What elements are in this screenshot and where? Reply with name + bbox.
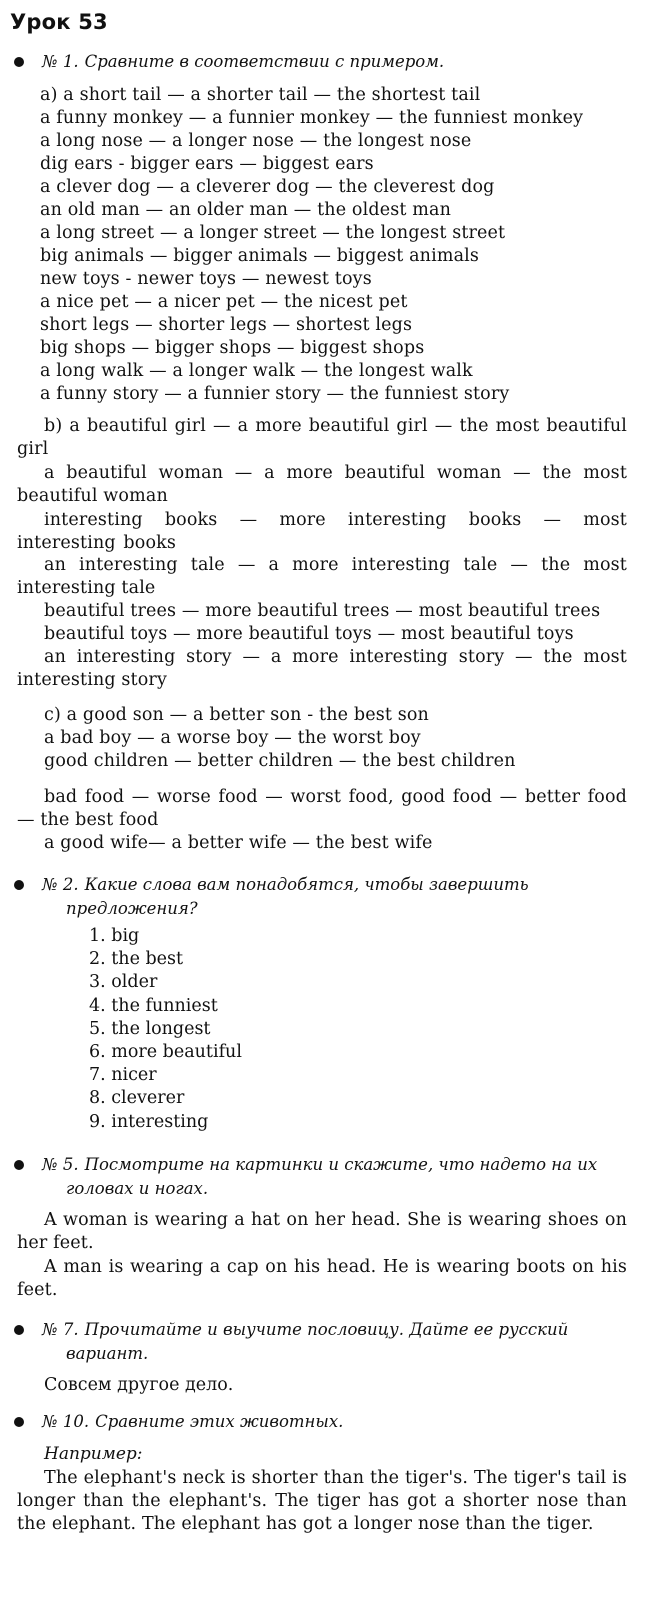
task1-a-line: a clever dog — a cleverer dog — the cleverest dog (40, 177, 495, 197)
task10-number: № 10. (42, 1412, 90, 1431)
task1-b-paragraph: a beautiful woman — a more beautiful woman — the most beautiful woman (17, 463, 627, 506)
task2-instruction: Какие слова вам понадобятся, чтобы завершить предложения? (66, 875, 529, 918)
task1-b-paragraph: b) a beautiful girl — a more beautiful girl — the most beautiful girl (17, 416, 627, 459)
list-item: 5. the longest (89, 1018, 211, 1039)
task1-a-line: a nice pet — a nicer pet — the nicest pet (40, 292, 408, 312)
task1-a-line: a) a short tail — a shorter tail — the shortest tail (40, 85, 481, 105)
example-label: Например: (44, 1444, 143, 1464)
bullet-icon (14, 880, 24, 890)
task1-c-line: c) a good son — a better son - the best son (44, 705, 429, 725)
task1-number: № 1. (42, 52, 79, 71)
task1-b-line: beautiful trees — more beautiful trees — most beautiful trees (44, 601, 601, 621)
task1-a-line: big animals — bigger animals — biggest animals (40, 246, 480, 266)
task10-instruction: Сравните этих животных. (95, 1412, 344, 1431)
task1-a-line: a funny monkey — a funnier monkey — the funniest monkey (40, 108, 584, 128)
list-item: 8. cleverer (89, 1088, 185, 1109)
task1-a-line: an old man — an older man — the oldest man (40, 200, 451, 220)
task1-heading (14, 50, 648, 74)
task5-instruction: Посмотрите на картинки и скажите, что надето на их головах и ногах. (66, 1155, 598, 1198)
task5-paragraph: A woman is wearing a hat on her head. She is wearing shoes on her feet. (17, 1210, 627, 1253)
task7-answer: Совсем другое дело. (44, 1375, 234, 1395)
bullet-icon (14, 1417, 24, 1427)
task7-number: № 7. (42, 1320, 79, 1339)
task2-number: № 2. (42, 875, 79, 894)
task7-instruction: Прочитайте и выучите пословицу. Дайте ее русский вариант. (66, 1320, 569, 1363)
task1-a-line: a long street — a longer street — the longest street (40, 223, 506, 243)
task1-c-line: good children — better children — the best children (44, 751, 516, 771)
task1-b-paragraph: interesting books — more interesting books — most interesting books (17, 510, 627, 553)
task1-a-line: new toys - newer toys — newest toys (40, 269, 372, 289)
task1-b-line: beautiful toys — more beautiful toys — most beautiful toys (44, 624, 574, 644)
task5-number: № 5. (42, 1155, 79, 1174)
bullet-icon (14, 1160, 24, 1170)
task7-heading (14, 1318, 648, 1366)
task1-instruction: Сравните в соответствии с примером. (84, 52, 445, 71)
task1-a-line: a long walk — a longer walk — the longest walk (40, 361, 473, 381)
task2-answer-list (89, 925, 242, 1134)
list-item: 6. more beautiful (89, 1042, 242, 1063)
task5-paragraph: A man is wearing a cap on his head. He is wearing boots on his feet. (17, 1257, 627, 1300)
list-item: 3. older (89, 972, 158, 993)
bullet-icon (14, 57, 24, 67)
task1-a-line: a funny story — a funnier story — the funniest story (40, 384, 510, 404)
task1-a-line: big shops — bigger shops — biggest shops (40, 338, 425, 358)
task1-b-paragraph: an interesting tale — a more interesting tale — the most interesting tale (17, 555, 627, 598)
task1-a-line: dig ears - bigger ears — biggest ears (40, 154, 374, 174)
list-item: 2. the best (89, 949, 184, 970)
task1-a-line: a long nose — a longer nose — the longest nose (40, 131, 472, 151)
task1-b-paragraph: an interesting story — a more interesting story — the most interesting story (17, 647, 627, 690)
task1-c-line: a bad boy — a worse boy — the worst boy (44, 728, 421, 748)
task1-a-line: short legs — shorter legs — shortest legs (40, 315, 413, 335)
bullet-icon (14, 1325, 24, 1335)
list-item: 7. nicer (89, 1065, 157, 1086)
list-item: 1. big (89, 926, 140, 946)
task10-paragraph: The elephant's neck is shorter than the tiger's. The tiger's tail is longer than the elephant's. The tiger has got a shorter nose than the elephant. The elephant has got a longer nose than the tiger. (17, 1468, 627, 1534)
task2-heading (14, 873, 648, 921)
list-item: 4. the funniest (89, 995, 218, 1016)
task1-c-line: a good wife— a better wife — the best wife (44, 833, 433, 853)
list-item: 9. interesting (89, 1111, 209, 1132)
lesson-title: Урок 53 (10, 10, 108, 34)
task5-heading (14, 1153, 648, 1201)
task1-c-paragraph: bad food — worse food — worst food, good food — better food — the best food (17, 787, 627, 830)
task10-heading (14, 1410, 648, 1434)
